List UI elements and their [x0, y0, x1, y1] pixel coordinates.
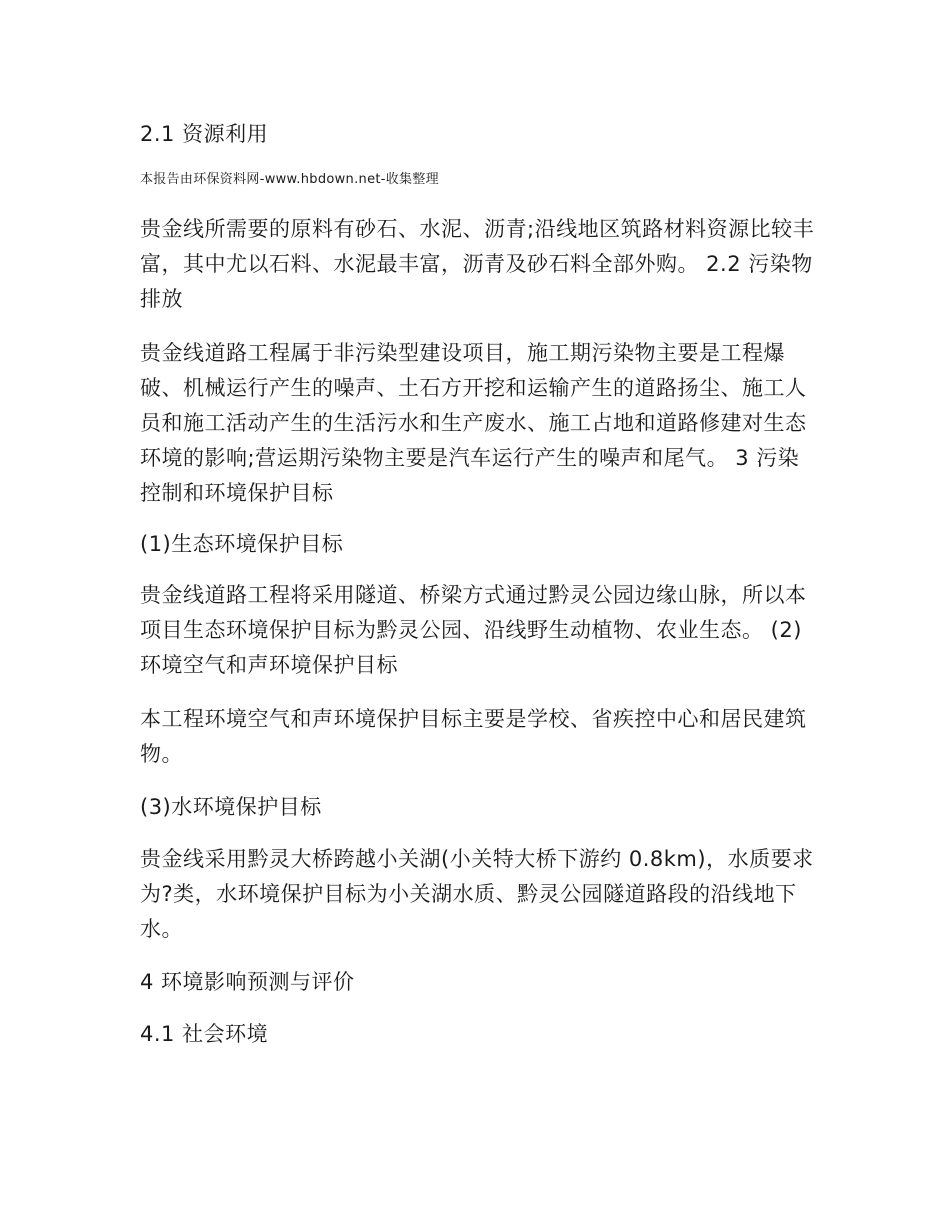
paragraph-materials: 贵金线所需要的原料有砂石、水泥、沥青;沿线地区筑路材料资源比较丰富，其中尤以石料、水泥最丰富，沥青及砂石料全部外购。 2.2 污染物排放 [140, 217, 815, 311]
paragraph-pollution: 贵金线道路工程属于非污染型建设项目，施工期污染物主要是工程爆破、机械运行产生的噪声、土石方开挖和运输产生的道路扬尘、施工人员和施工活动产生的生活污水和生产废水、施工占地和道路修建对生态环境的影响;营运期污染物主要是汽车运行产生的噪声和尾气。 3 污染控制和环境保护目标 [140, 341, 807, 505]
paragraph-water: 贵金线采用黔灵大桥跨越小关湖(小关特大桥下游约 0.8km)，水质要求为?类，水环境保护目标为小关湖水质、黔灵公园隧道路段的沿线地下水。 [140, 847, 814, 941]
heading-ecological-target: (1)生态环境保护目标 [140, 532, 344, 556]
section-heading-2-1: 2.1 资源利用 [140, 122, 269, 146]
heading-water-target: (3)水环境保护目标 [140, 795, 322, 819]
source-note: 本报告由环保资料网-www.hbdown.net-收集整理 [140, 172, 439, 187]
section-heading-4-1: 4.1 社会环境 [140, 1022, 269, 1046]
section-heading-4: 4 环境影响预测与评价 [140, 970, 355, 994]
paragraph-ecological: 贵金线道路工程将采用隧道、桥梁方式通过黔灵公园边缘山脉，所以本项目生态环境保护目标为黔灵公园、沿线野生动植物、农业生态。 (2)环境空气和声环境保护目标 [140, 583, 807, 677]
paragraph-air-noise: 本工程环境空气和声环境保护目标主要是学校、省疾控中心和居民建筑物。 [140, 707, 807, 766]
